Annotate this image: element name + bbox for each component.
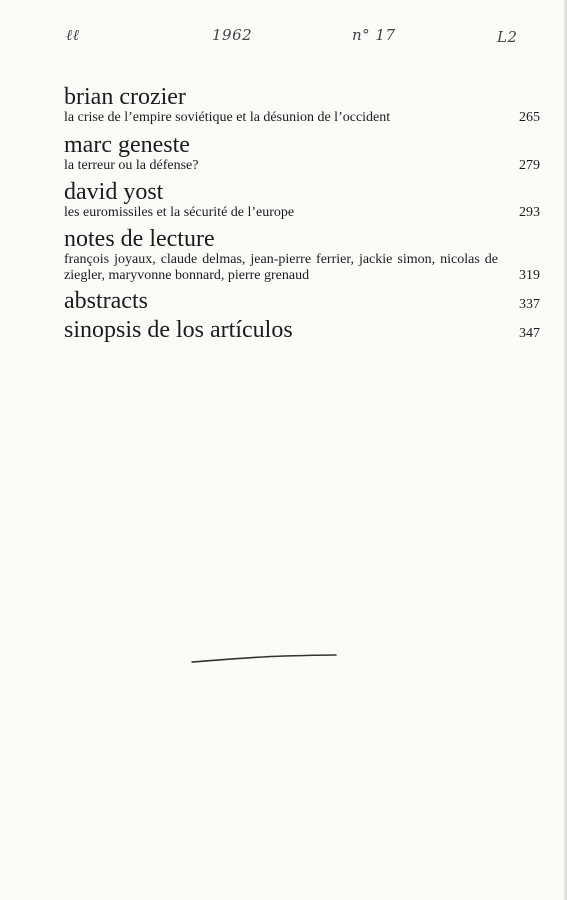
toc-entry — [64, 132, 540, 174]
handwritten-year: 1962 — [212, 26, 253, 44]
toc-title: françois joyaux, claude delmas, jean-pierre ferrier, jackie simon, nicolas de ziegler, maryvonne bonnard, pierre grenaud — [64, 252, 498, 283]
toc-title: la terreur ou la défense? — [64, 158, 199, 173]
toc-entry — [64, 288, 540, 314]
table-of-contents — [64, 84, 540, 343]
toc-title: les euromissiles et la sécurité de l’europe — [64, 205, 295, 220]
toc-section-heading: abstracts — [64, 288, 148, 314]
toc-page-number: 347 — [519, 326, 540, 341]
toc-entry — [64, 226, 540, 284]
toc-entry — [64, 179, 540, 221]
toc-author: marc geneste — [64, 132, 190, 158]
handwritten-underline — [190, 652, 340, 668]
toc-author: david yost — [64, 179, 164, 205]
toc-page-number: 279 — [519, 158, 540, 173]
toc-title: la crise de l’empire soviétique et la désunion de l’occident — [64, 110, 391, 125]
toc-entry — [64, 317, 540, 343]
handwritten-code: L2 — [497, 28, 518, 46]
toc-page-number: 265 — [519, 110, 540, 125]
toc-section-heading: sinopsis de los artículos — [64, 317, 293, 343]
toc-page-number: 337 — [519, 297, 540, 312]
toc-entry — [64, 84, 540, 126]
handwritten-issue-number: n° 17 — [352, 26, 396, 44]
toc-page-number: 319 — [519, 268, 540, 283]
toc-page-number: 293 — [519, 205, 540, 220]
toc-section-heading: notes de lecture — [64, 226, 215, 252]
toc-author: brian crozier — [64, 84, 186, 110]
handwritten-mark: ℓℓ — [66, 26, 80, 44]
